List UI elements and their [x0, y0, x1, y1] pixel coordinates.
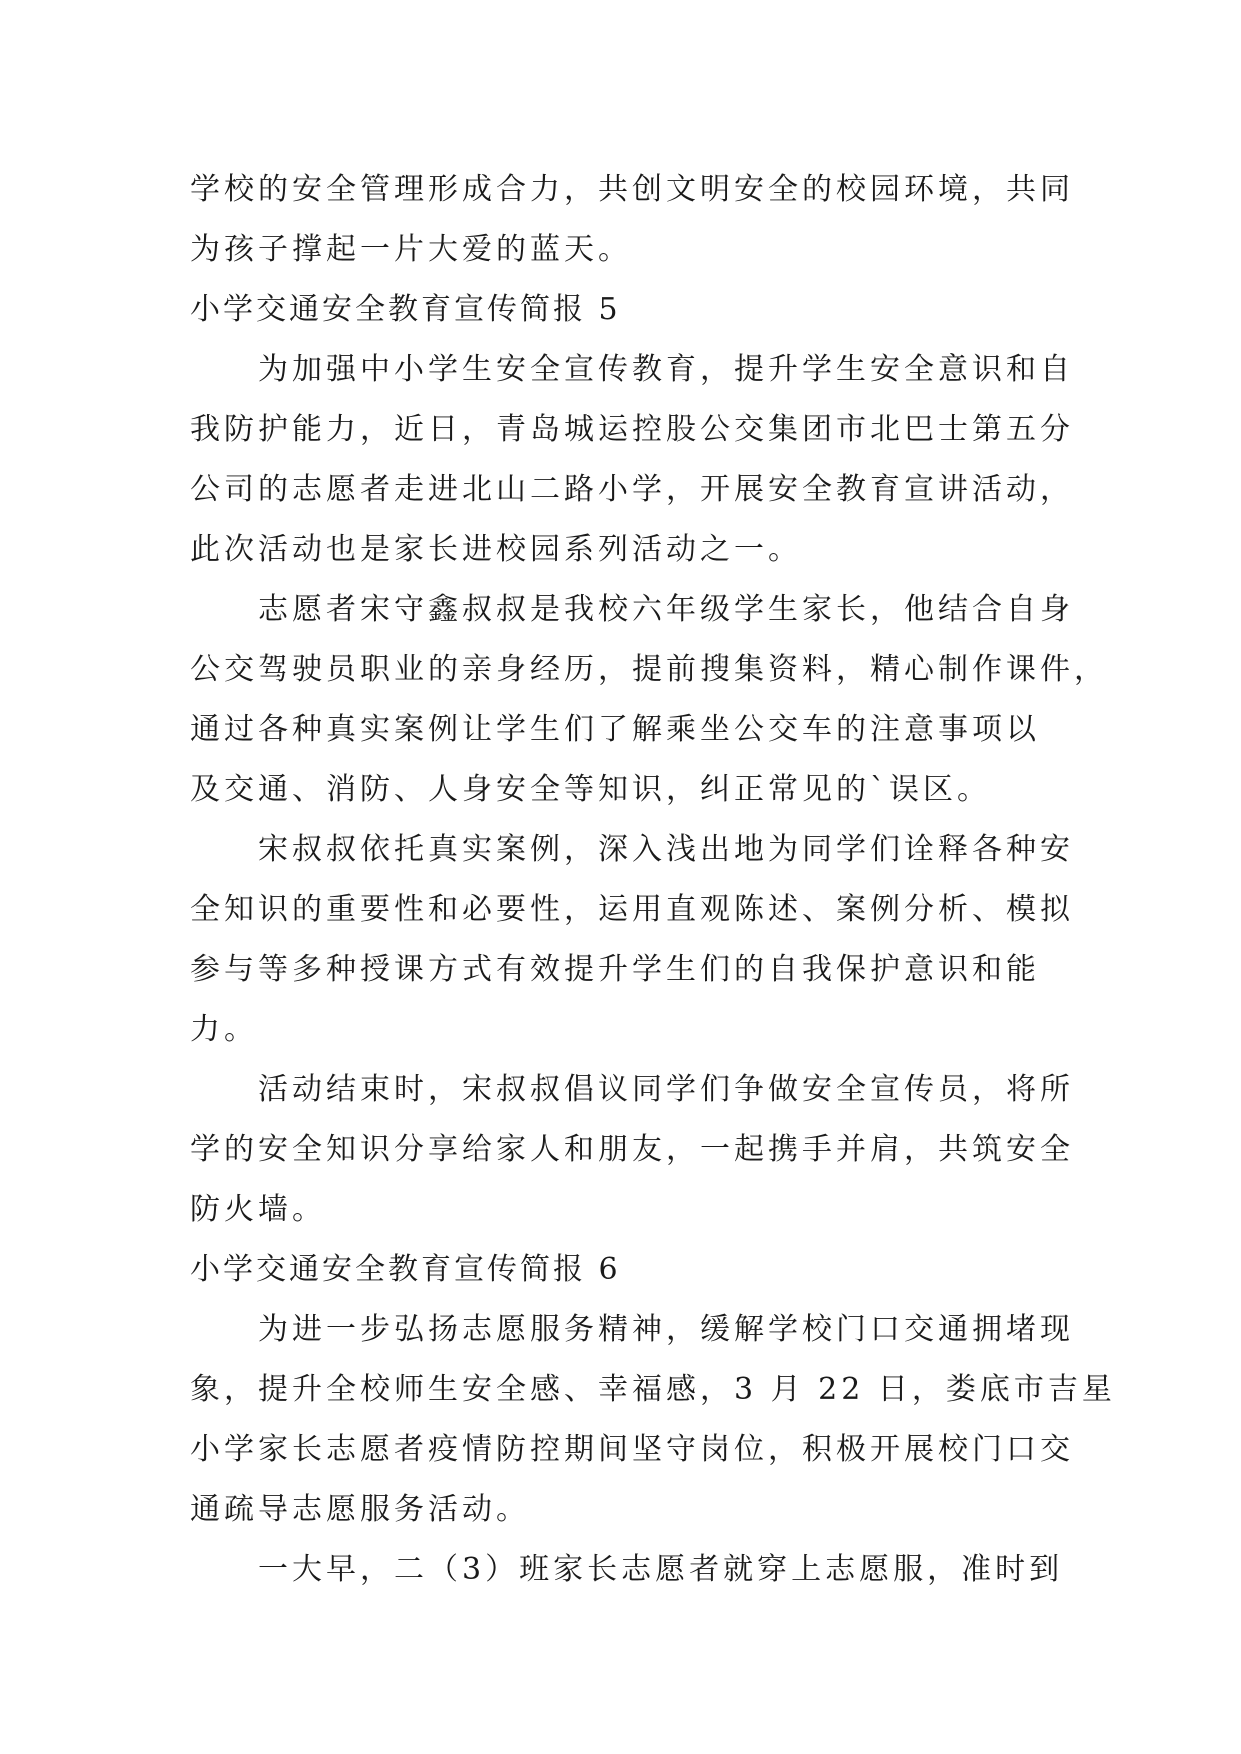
text-line: 力。 — [190, 1012, 258, 1047]
section-heading: 小学交通安全教育宣传简报 6 — [190, 1252, 621, 1287]
paragraph-start: 为进一步弘扬志愿服务精神，缓解学校门口交通拥堵现 — [258, 1312, 1074, 1347]
paragraph-start: 为加强中小学生安全宣传教育，提升学生安全意识和自 — [258, 352, 1074, 387]
text-line: 通过各种真实案例让学生们了解乘坐公交车的注意事项以 — [190, 712, 1040, 747]
text-line: 通疏导志愿服务活动。 — [190, 1492, 530, 1527]
text-line: 我防护能力，近日，青岛城运控股公交集团市北巴士第五分 — [190, 412, 1074, 447]
text-line: 象，提升全校师生安全感、幸福感，3 月 22 日，娄底市吉星 — [190, 1372, 1116, 1407]
paragraph-start: 一大早，二（3）班家长志愿者就穿上志愿服，准时到 — [258, 1552, 1064, 1587]
text-line: 为孩子撑起一片大爱的蓝天。 — [190, 232, 632, 267]
text-line: 公交驾驶员职业的亲身经历，提前搜集资料，精心制作课件， — [190, 652, 1108, 687]
text-line: 防火墙。 — [190, 1192, 326, 1227]
paragraph-start: 活动结束时，宋叔叔倡议同学们争做安全宣传员，将所 — [258, 1072, 1074, 1107]
text-line: 小学家长志愿者疫情防控期间坚守岗位，积极开展校门口交 — [190, 1432, 1074, 1467]
text-line: 及交通、消防、人身安全等知识，纠正常见的`误区。 — [190, 772, 991, 807]
text-line: 此次活动也是家长进校园系列活动之一。 — [190, 532, 802, 567]
document-page — [190, 160, 1116, 1600]
text-line: 学的安全知识分享给家人和朋友，一起携手并肩，共筑安全 — [190, 1132, 1074, 1167]
paragraph-start: 志愿者宋守鑫叔叔是我校六年级学生家长，他结合自身 — [258, 592, 1074, 627]
text-line: 公司的志愿者走进北山二路小学，开展安全教育宣讲活动， — [190, 472, 1074, 507]
paragraph-start: 宋叔叔依托真实案例，深入浅出地为同学们诠释各种安 — [258, 832, 1074, 867]
text-line: 参与等多种授课方式有效提升学生们的自我保护意识和能 — [190, 952, 1040, 987]
text-line: 学校的安全管理形成合力，共创文明安全的校园环境，共同 — [190, 172, 1074, 207]
text-line: 全知识的重要性和必要性，运用直观陈述、案例分析、模拟 — [190, 892, 1074, 927]
section-heading: 小学交通安全教育宣传简报 5 — [190, 292, 621, 327]
